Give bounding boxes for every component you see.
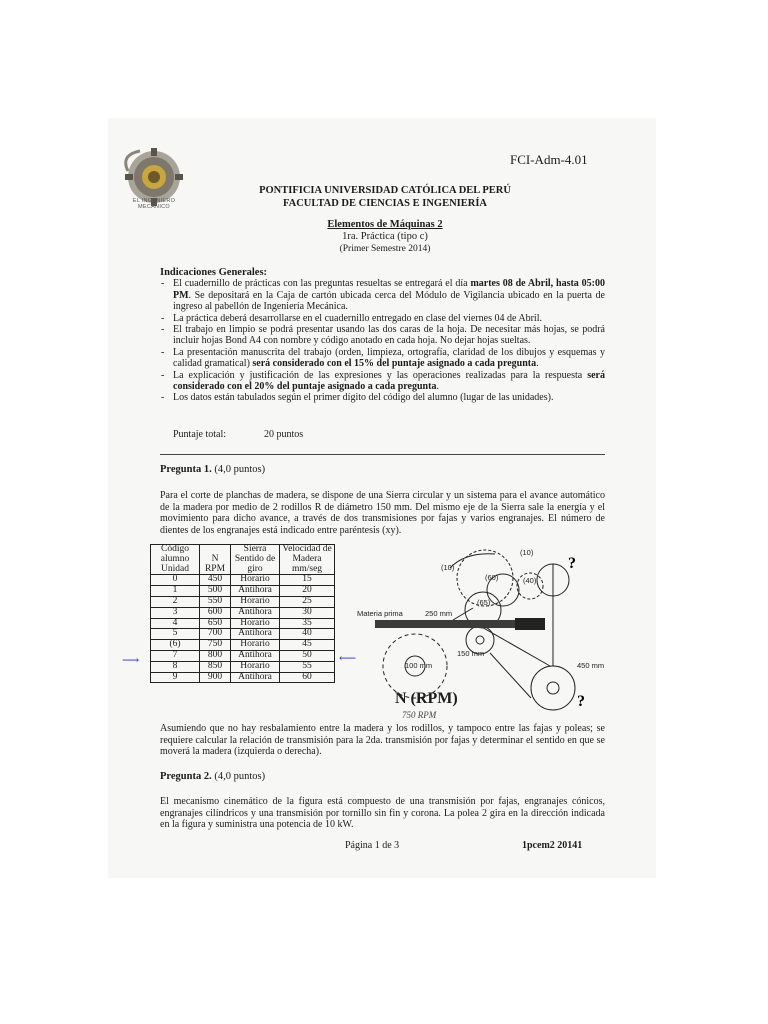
total-label: Puntaje total: bbox=[173, 429, 227, 440]
pulley-circle bbox=[531, 666, 575, 710]
document-id: 1pcem2 20141 bbox=[522, 840, 583, 851]
label-materia: Materia prima bbox=[357, 609, 403, 618]
table-cell: 0 bbox=[151, 575, 200, 586]
practice-label: 1ra. Práctica (tipo c) bbox=[342, 231, 428, 242]
pulley-circle bbox=[476, 636, 484, 644]
instructions-heading: Indicaciones Generales: bbox=[160, 267, 268, 278]
table-cell: 30 bbox=[280, 607, 335, 618]
instruction-text: . Se depositará en la Caja de cartón ubicada cerca del Módulo de Vigilancia ubicado en la puerta de ingreso al pabellón de Ingeniería Mecánica. bbox=[173, 289, 605, 313]
q2-statement: El mecanismo cinemático de la figura está compuesto de una transmisión por fajas, engranajes cónicos, engranajes cilíndricos y una transmisión por tornillo sin fin y corona. La polea 2 gira en la dirección indicada en la figura y suministra una potencia de 10 kW. bbox=[160, 796, 605, 830]
handwritten-note: 750 RPM bbox=[402, 710, 437, 720]
instruction-text: . bbox=[536, 358, 539, 370]
label-gear-10a: (10) bbox=[441, 563, 455, 572]
table-cell: Antihora bbox=[231, 672, 280, 683]
label-gear-40: (40) bbox=[523, 576, 537, 585]
course-title: Elementos de Máquinas 2 bbox=[327, 219, 443, 230]
table-row bbox=[151, 596, 335, 607]
table-cell: 450 bbox=[200, 575, 231, 586]
instruction-item bbox=[160, 313, 605, 324]
table-cell: 5 bbox=[151, 629, 200, 640]
instruction-item bbox=[160, 324, 605, 347]
q1-statement: Para el corte de planchas de madera, se dispone de una Sierra circular y un sistema para el avance automático de la madera por medio de 2 rodillos R de diámetro 150 mm. Del mismo eje de la Sierra sale la energía y el movimiento para dicho avance, a través de dos transmisiones por fajas y varios engranajes. El número de dientes de los engranajes está indicado entre paréntesis (xy). bbox=[160, 490, 605, 536]
table-cell: 15 bbox=[280, 575, 335, 586]
table-cell: 7 bbox=[151, 650, 200, 661]
table-cell: 60 bbox=[280, 672, 335, 683]
table-cell: 800 bbox=[200, 650, 231, 661]
table-cell: 55 bbox=[280, 661, 335, 672]
table-cell: Horario bbox=[231, 661, 280, 672]
table-cell: 900 bbox=[200, 672, 231, 683]
table-cell: 25 bbox=[280, 596, 335, 607]
table-row bbox=[151, 672, 335, 683]
table-header-row bbox=[151, 545, 335, 575]
instruction-text: El trabajo en limpio se podrá presentar usando las dos caras de la hoja. De necesitar más hojas, se podrá incluir hojas Bond A4 con nombre y código anotado en cada hoja. No dejar hojas sueltas. bbox=[173, 324, 605, 347]
wood-plank bbox=[375, 620, 525, 628]
rpm-label: N (RPM) bbox=[395, 690, 458, 707]
course-block bbox=[225, 219, 545, 255]
institution-header bbox=[225, 184, 545, 210]
table-cell: Horario bbox=[231, 575, 280, 586]
col-header-code: Código alumno Unidad bbox=[151, 545, 200, 575]
left-arrow-icon: ⟶ bbox=[122, 653, 140, 667]
total-score bbox=[173, 429, 304, 440]
col-header-direction: Sierra Sentido de giro bbox=[231, 545, 280, 575]
label-gear-10b: (10) bbox=[520, 548, 534, 557]
table-row bbox=[151, 661, 335, 672]
pulley-circle bbox=[547, 682, 559, 694]
divider bbox=[160, 454, 605, 455]
table-cell: 600 bbox=[200, 607, 231, 618]
instruction-text: será considerado con el 20% del puntaje asignado a cada pregunta bbox=[173, 369, 605, 393]
table-cell: Horario bbox=[231, 596, 280, 607]
table-cell: (6) bbox=[151, 640, 200, 651]
page-number: Página 1 de 3 bbox=[345, 840, 400, 851]
question-mark-bottom: ? bbox=[577, 693, 585, 710]
total-value: 20 puntos bbox=[264, 429, 304, 440]
table-cell: 20 bbox=[280, 586, 335, 597]
semester-label: (Primer Semestre 2014) bbox=[339, 244, 431, 254]
question-1-heading bbox=[160, 464, 265, 475]
question-mark-top: ? bbox=[568, 555, 576, 572]
gear-logo-icon bbox=[118, 145, 190, 225]
instruction-text: será considerado con el 15% del puntaje asignado a cada pregunta bbox=[252, 358, 537, 370]
label-150: 150 mm bbox=[457, 649, 485, 658]
table-cell: 1 bbox=[151, 586, 200, 597]
table-row bbox=[151, 618, 335, 629]
table-cell: 35 bbox=[280, 618, 335, 629]
table-cell: 2 bbox=[151, 596, 200, 607]
table-cell: Horario bbox=[231, 618, 280, 629]
question-2-heading bbox=[160, 771, 265, 782]
table-cell: 45 bbox=[280, 640, 335, 651]
instruction-text: Los datos están tabulados según el primer dígito del código del alumno (lugar de las unidades). bbox=[173, 392, 554, 404]
table-cell: 3 bbox=[151, 607, 200, 618]
instruction-item bbox=[160, 392, 605, 403]
faculty-name: FACULTAD DE CIENCIAS E INGENIERÍA bbox=[282, 198, 487, 209]
instruction-text: La presentación manuscrita del trabajo (orden, limpieza, ortografía, claridad de los dibujos y esquemas y calidad gramatical) bbox=[173, 346, 605, 370]
table-row bbox=[151, 575, 335, 586]
table-cell: 50 bbox=[280, 650, 335, 661]
table-cell: 40 bbox=[280, 629, 335, 640]
instruction-item bbox=[160, 370, 605, 393]
label-gear-60: (60) bbox=[485, 573, 499, 582]
data-table bbox=[150, 544, 335, 683]
q1-requirement: Asumiendo que no hay resbalamiento entre la madera y los rodillos, y tampoco entre las fajas y poleas; se requiere calcular la relación de transmisión para la 2da. transmisión por fajas y determinar el sentido en que se moverá la madera (izquierda o derecha). bbox=[160, 723, 605, 757]
table-cell: 8 bbox=[151, 661, 200, 672]
left-arrow-icon: ⟵ bbox=[339, 651, 357, 665]
instruction-item bbox=[160, 278, 605, 312]
instruction-text: El cuadernillo de prácticas con las preguntas resueltas se entregará el día bbox=[173, 278, 471, 290]
table-cell: 500 bbox=[200, 586, 231, 597]
label-100: 100 mm bbox=[405, 661, 433, 670]
table-cell: Horario bbox=[231, 640, 280, 651]
instruction-text: martes 08 de Abril, hasta 05:00 PM bbox=[173, 278, 605, 301]
table-row bbox=[151, 586, 335, 597]
document-code: FCI-Adm-4.01 bbox=[510, 152, 588, 167]
table-cell: 550 bbox=[200, 596, 231, 607]
table-row bbox=[151, 640, 335, 651]
table-cell: 750 bbox=[200, 640, 231, 651]
university-name: PONTIFICIA UNIVERSIDAD CATÓLICA DEL PERÚ bbox=[259, 185, 511, 196]
table-cell: 850 bbox=[200, 661, 231, 672]
table-cell: Antihora bbox=[231, 586, 280, 597]
table-cell: Antihora bbox=[231, 629, 280, 640]
label-gear-65: (65) bbox=[477, 598, 491, 607]
col-header-rpm: N RPM bbox=[200, 545, 231, 575]
instructions-list bbox=[160, 278, 605, 403]
table-body bbox=[151, 575, 335, 683]
table-cell: 700 bbox=[200, 629, 231, 640]
table-cell: Antihora bbox=[231, 607, 280, 618]
table-cell: Antihora bbox=[231, 650, 280, 661]
q1-title: Pregunta 1. bbox=[160, 464, 212, 475]
instruction-item bbox=[160, 347, 605, 370]
logo-caption: EL INGENIERO MECANICO bbox=[132, 198, 176, 210]
instruction-text: La práctica deberá desarrollarse en el cuadernillo entregado en clase del viernes 04 de Abril. bbox=[173, 312, 542, 324]
q2-points: (4,0 puntos) bbox=[214, 771, 266, 782]
q2-title: Pregunta 2. bbox=[160, 771, 212, 782]
table-cell: 9 bbox=[151, 672, 200, 683]
table-row bbox=[151, 650, 335, 661]
instruction-text: La explicación y justificación de las expresiones y las operaciones realizadas para la respuesta bbox=[173, 369, 588, 381]
q1-points: (4,0 puntos) bbox=[214, 464, 266, 475]
table-row bbox=[151, 607, 335, 618]
table-cell: 4 bbox=[151, 618, 200, 629]
general-instructions bbox=[160, 267, 605, 404]
instruction-text: . bbox=[436, 381, 439, 393]
table-cell: 650 bbox=[200, 618, 231, 629]
label-450: 450 mm bbox=[577, 661, 605, 670]
col-header-speed: Velocidad de Madera mm/seg bbox=[280, 545, 335, 575]
label-250: 250 mm bbox=[425, 609, 453, 618]
